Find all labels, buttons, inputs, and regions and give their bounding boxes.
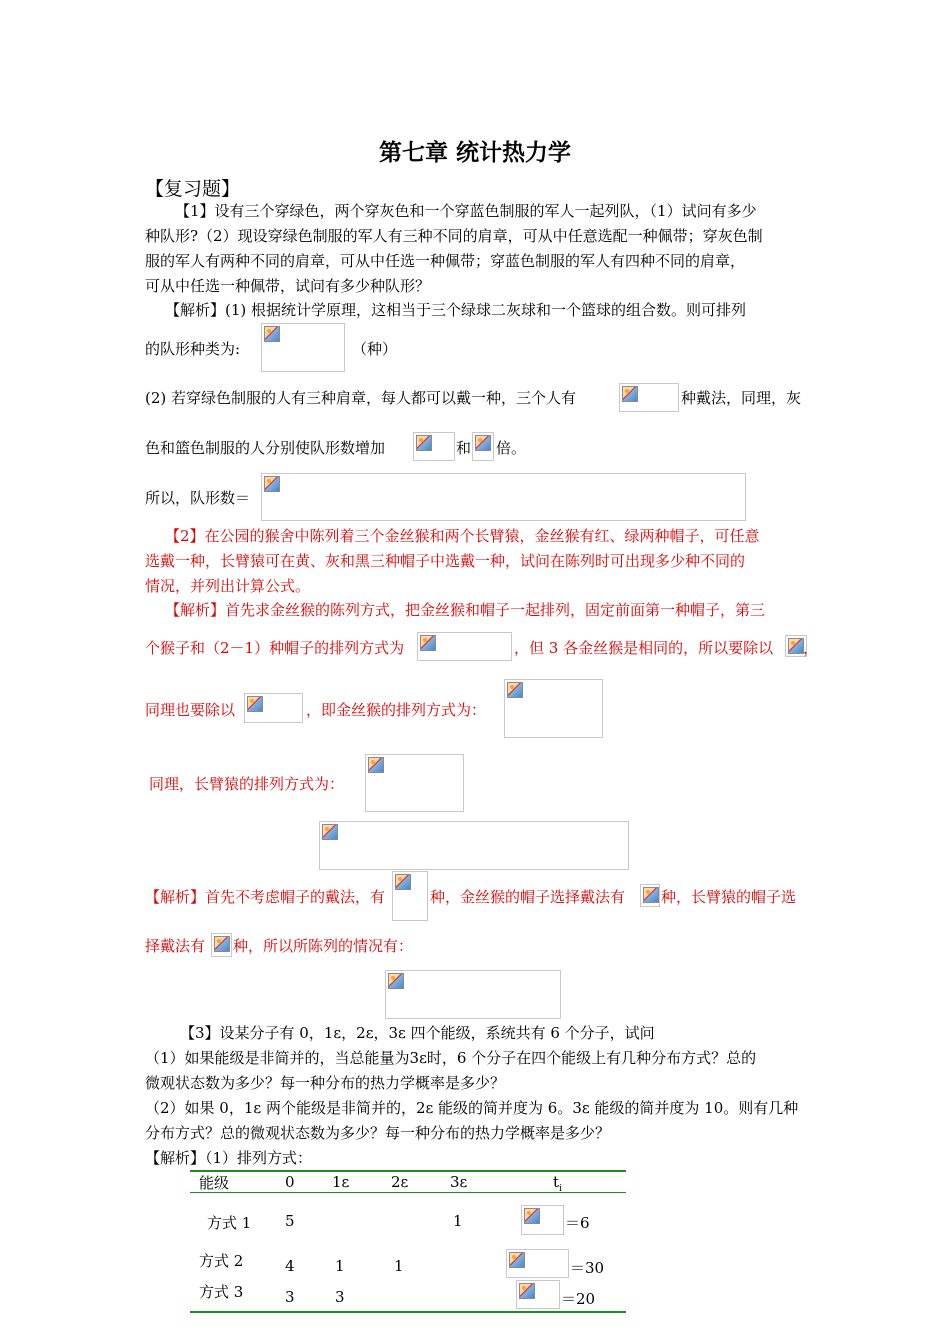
formula-image — [516, 1280, 560, 1309]
formula-image — [640, 884, 660, 907]
broken-image-icon — [247, 696, 263, 712]
broken-image-icon — [788, 638, 804, 654]
formula-image — [319, 821, 629, 870]
q2-analysis-line-3a: 同理也要除以 — [145, 701, 236, 719]
broken-image-icon — [475, 435, 491, 451]
table-top-rule — [190, 1170, 626, 1172]
table-cell: ＝6 — [565, 1214, 590, 1232]
broken-image-icon — [524, 1208, 540, 1224]
formula-image — [244, 693, 303, 723]
table-header: 2ε — [391, 1173, 409, 1191]
q1-analysis-line-1: 【解析】(1) 根据统计学原理，这相当于三个绿球二灰球和一个篮球的组合数。则可排列 — [165, 301, 747, 319]
broken-image-icon — [509, 1252, 525, 1268]
q3-analysis: 【解析】（1）排列方式： — [145, 1149, 313, 1167]
table-header: 0 — [285, 1173, 295, 1191]
formula-image — [504, 679, 603, 738]
broken-image-icon — [368, 757, 384, 773]
broken-image-icon — [507, 682, 523, 698]
formula-image — [261, 323, 345, 372]
broken-image-icon — [264, 326, 280, 342]
q1-analysis-line-2b: （种） — [352, 340, 398, 358]
table-row-name: 方式 2 — [199, 1252, 244, 1270]
broken-image-icon — [214, 936, 230, 952]
formula-image — [385, 970, 561, 1019]
q1-analysis-line-4a: 色和篮色制服的人分别使队形数增加 — [145, 439, 386, 457]
table-row-name: 方式 3 — [199, 1283, 244, 1301]
q2-analysis-line-2a: 个猴子和（2－1）种帽子的排列方式为 — [145, 639, 405, 657]
broken-image-icon — [643, 887, 659, 903]
formula-image — [472, 432, 494, 461]
q2-line-1: 【2】在公园的猴舍中陈列着三个金丝猴和两个长臂猿，金丝猴有红、绿两种帽子，可任意 — [165, 527, 760, 545]
q3-intro: 【3】设某分子有 0，1ε，2ε，3ε 四个能级，系统共有 6 个分子，试问 — [180, 1024, 655, 1042]
q3-line-3: （2）如果 0，1ε 两个能级是非简并的，2ε 能级的简并度为 6。3ε 能级的简并度为 10。则有几种 — [145, 1099, 799, 1117]
table-cell: ＝20 — [561, 1290, 596, 1308]
section-heading: 【复习题】 — [145, 178, 241, 200]
q1-analysis-line-2a: 的队形种类为: — [145, 340, 241, 358]
q1-line-1: 【1】设有三个穿绿色，两个穿灰色和一个穿蓝色制服的军人一起列队，（1）试问有多少 — [175, 202, 757, 220]
broken-image-icon — [388, 973, 404, 989]
broken-image-icon — [420, 635, 436, 651]
table-cell: 3 — [285, 1288, 295, 1306]
broken-image-icon — [622, 386, 638, 402]
q3-line-2: 微观状态数为多少？每一种分布的热力学概率是多少？ — [145, 1074, 506, 1092]
formula-image — [392, 871, 428, 921]
table-header: 能级 — [199, 1174, 230, 1192]
q2-line-3: 情况，并列出计算公式。 — [145, 577, 311, 595]
table-cell: 4 — [285, 1257, 295, 1275]
q2-analysis-line-4: 同理，长臂猿的排列方式为： — [149, 775, 345, 793]
table-cell: 1 — [394, 1257, 404, 1275]
broken-image-icon — [264, 476, 280, 492]
q2-analysis-line-2c: ， — [803, 639, 819, 657]
formula-image — [413, 432, 455, 461]
formula-image — [417, 632, 512, 661]
broken-image-icon — [395, 874, 411, 890]
broken-image-icon — [416, 435, 432, 451]
broken-image-icon — [519, 1283, 535, 1299]
q2-analysis2-line-1c: 种，长臂猿的帽子选 — [661, 888, 797, 906]
q1-analysis-line-4b: 和 — [456, 439, 472, 457]
q2-line-2: 选戴一种，长臂猿可在黄、灰和黑三种帽子中选戴一种，试问在陈列时可出现多少种不同的 — [145, 552, 746, 570]
q1-line-3: 服的军人有两种不同的肩章，可从中任选一种佩带；穿蓝色制服的军人有四种不同的肩章， — [145, 252, 746, 270]
formula-image — [365, 754, 464, 812]
table-cell: 1 — [335, 1257, 345, 1275]
formula-image — [261, 473, 746, 521]
q1-line-4: 可从中任选一种佩带，试问有多少种队形？ — [145, 277, 431, 295]
table-header: 3ε — [450, 1173, 468, 1191]
table-bottom-rule — [190, 1311, 626, 1313]
table-header: 1ε — [332, 1173, 350, 1191]
table-cell: 1 — [453, 1212, 463, 1230]
q3-line-4: 分布方式？总的微观状态数为多少？每一种分布的热力学概率是多少？ — [145, 1124, 611, 1142]
formula-image — [521, 1205, 564, 1235]
q2-analysis-line-2b: ，但 3 各金丝猴是相同的，所以要除以 — [514, 639, 774, 657]
table-header: $t_i$ — [553, 1173, 562, 1194]
q2-analysis2-line-1a: 【解析】首先不考虑帽子的戴法，有 — [145, 888, 386, 906]
table-cell: ＝30 — [570, 1259, 605, 1277]
q1-analysis-line-3b: 种戴法，同理，灰 — [681, 389, 802, 407]
formula-image — [619, 383, 679, 412]
q1-analysis-line-4c: 倍。 — [496, 439, 527, 457]
q2-analysis2-line-1b: 种，金丝猴的帽子选择戴法有 — [430, 888, 626, 906]
formula-image — [506, 1249, 569, 1278]
table-cell: 5 — [285, 1212, 295, 1230]
formula-image — [211, 933, 232, 957]
q1-line-2: 种队形?（2）现设穿绿色制服的军人有三种不同的肩章，可从中任意选配一种佩带；穿灰色制 — [145, 227, 763, 245]
table-row-name: 方式 1 — [207, 1214, 252, 1232]
q1-analysis-line-5: 所以，队形数＝ — [145, 489, 251, 507]
q2-analysis-line-3b: ，即金丝猴的排列方式为： — [306, 701, 487, 719]
page-title: 第七章 统计热力学 — [378, 139, 571, 166]
q2-analysis2-line-2b: 种，所以所陈列的情况有： — [233, 937, 414, 955]
broken-image-icon — [322, 824, 338, 840]
q1-analysis-line-3a: (2) 若穿绿色制服的人有三种肩章，每人都可以戴一种，三个人有 — [145, 389, 577, 407]
q3-line-1: （1）如果能级是非简并的，当总能量为3ε时，6 个分子在四个能级上有几种分布方式？总的 — [145, 1049, 757, 1067]
q2-analysis2-line-2a: 择戴法有 — [145, 937, 206, 955]
table-cell: 3 — [335, 1288, 345, 1306]
q2-analysis-line-1: 【解析】首先求金丝猴的陈列方式，把金丝猴和帽子一起排列，固定前面第一种帽子，第三 — [165, 601, 766, 619]
table-header-rule — [190, 1192, 626, 1193]
